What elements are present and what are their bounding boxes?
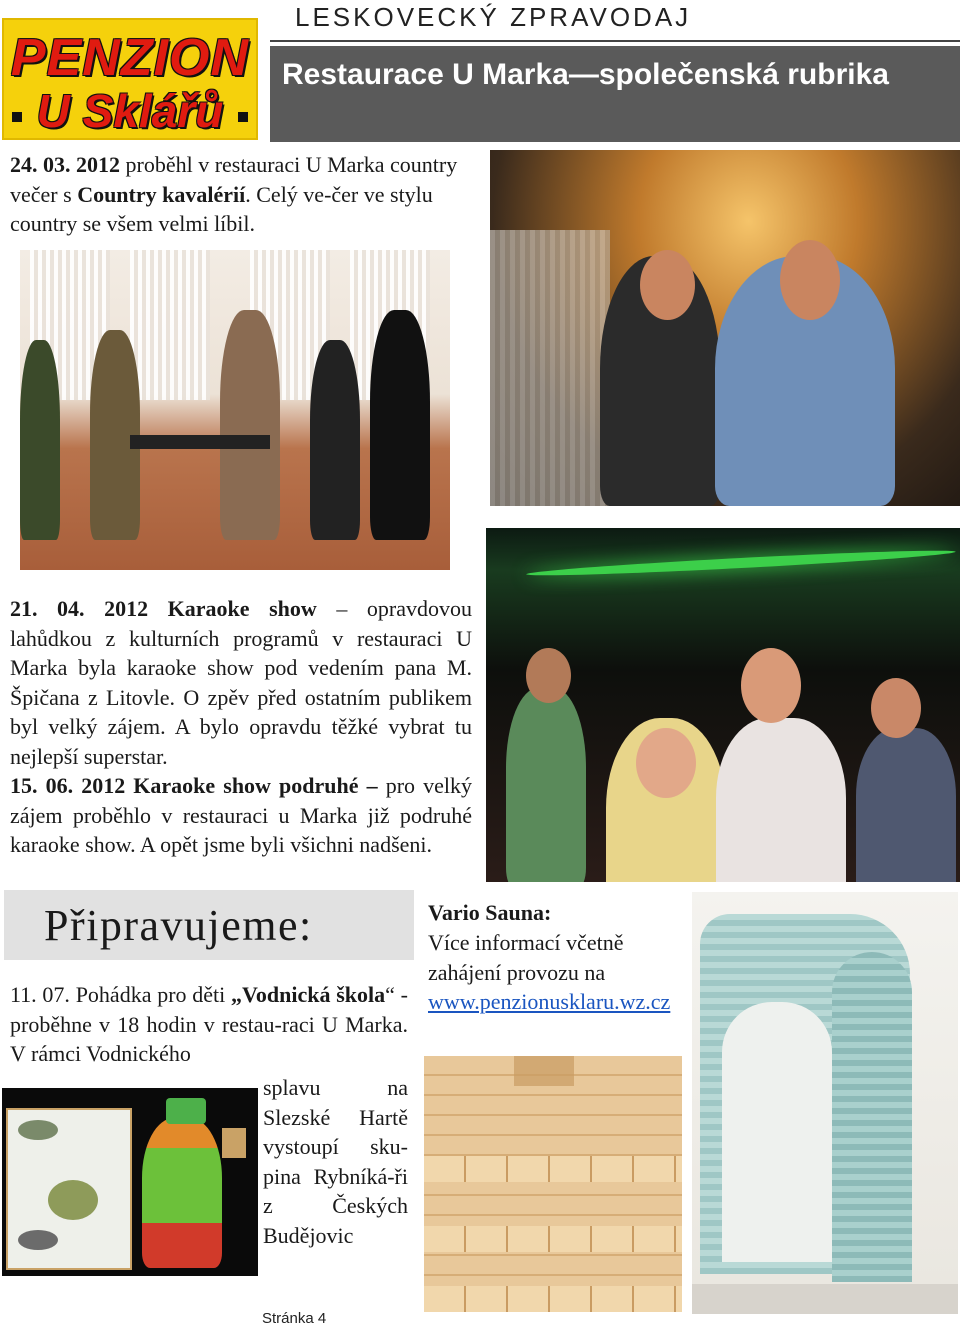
upcoming-text-b: “ - proběhne v 18 hodin v restau-raci U Marka. V rámci Vodnického	[10, 982, 408, 1066]
puppet-show-photo	[2, 1088, 258, 1276]
masthead-rule	[270, 40, 960, 42]
upcoming-bold: „Vodnická škola	[231, 982, 386, 1007]
section-banner	[270, 46, 960, 142]
singers-photo	[490, 150, 960, 506]
article3-title: 15. 06. 2012 Karaoke show podruhé –	[10, 773, 378, 798]
logo-square-right	[238, 112, 248, 122]
upcoming-heading: Připravujeme:	[44, 901, 313, 950]
page-number: Stránka 4	[262, 1310, 327, 1327]
logo-line2: U Sklářů	[36, 85, 224, 137]
article3-text: pro velký zájem proběhlo v restauraci u Marka již podruhé karaoke show. A opět jsme byli všichni nadšeni.	[10, 773, 472, 857]
article-karaoke	[10, 594, 472, 860]
masthead-title: LESKOVECKÝ ZPRAVODAJ	[295, 2, 692, 32]
upcoming-text-a: Pohádka pro děti	[69, 982, 232, 1007]
section-title: Restaurace U Marka—společenská rubrika	[282, 58, 889, 91]
upcoming-text-continued: splavu na Slezské Hartě vystoupí sku-pina Rybníká-ři z Českých Budějovic	[263, 1075, 408, 1248]
article2-title: 21. 04. 2012 Karaoke show	[10, 596, 317, 621]
country-band-photo	[20, 250, 450, 570]
article1-text-b: . Celý ve-čer ve stylu country se všem velmi líbil.	[10, 181, 433, 236]
article-country-evening	[10, 150, 475, 239]
sauna-photo	[424, 1056, 682, 1312]
article2-text: – opravdovou lahůdkou z kulturních programů v restauraci U Marka byla karaoke show pod vedením pana M. Špičana z Litovle. O zpěv před ostatním publikem byl velký zájem. A bylo opravdu těžké vybrat tu nejlepší superstar.	[10, 596, 473, 769]
website-link[interactable]: www.penzionusklaru.wz.cz	[428, 989, 671, 1014]
mosaic-shower-photo	[692, 892, 958, 1314]
karaoke-photo	[486, 528, 960, 882]
vario-heading: Vario Sauna:	[428, 900, 552, 925]
article1-date: 24. 03. 2012	[10, 152, 120, 177]
upcoming-heading-box	[4, 890, 414, 960]
logo-line1: PENZION	[10, 29, 250, 87]
article1-bold: Country kavalérií	[77, 181, 246, 207]
vario-text: Více informací včetně zahájení provozu na	[428, 930, 624, 985]
upcoming-date: 11. 07.	[10, 982, 70, 1007]
upcoming-text	[10, 980, 408, 1069]
penzion-logo	[2, 18, 258, 140]
vario-sauna-info	[428, 898, 678, 1017]
article1-text-a: proběhl v restauraci U Marka country večer s	[10, 152, 458, 207]
